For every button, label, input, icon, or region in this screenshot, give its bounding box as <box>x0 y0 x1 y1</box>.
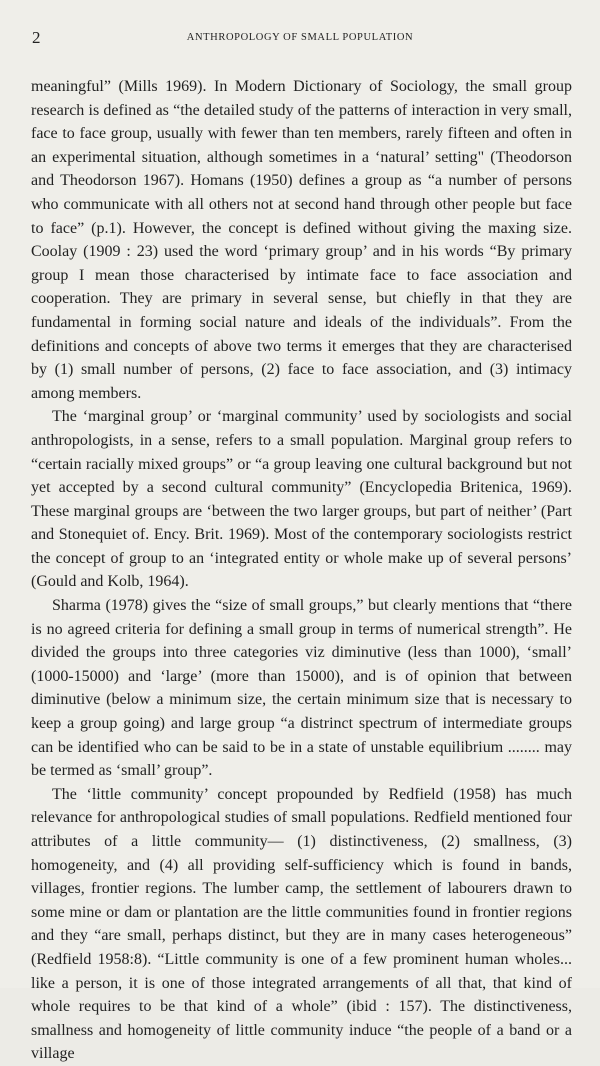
paragraph-little-community: The ‘little community’ concept propounded by Redfield (1958) has much relevance for anthropological studies of small populations. Redfield mentioned four attributes of a little community— (1) distinctiveness, (2) smallness, (3) homogeneity, and (4) all providing self-sufficiency which is found in bands, villages, frontier regions. The lumber camp, the settlement of labourers drawn to some mine or dam or plantation are the little communities found in frontier regions and they “are small, perhaps distinct, but they are in many cases heterogeneous” (Redfield 1958:8). “Little community is one of a few prominent human wholes... like a person, it is one of those integrated arrangements of all that, that kind of whole requires to be that kind of a whole” (ibid : 157). The distinctiveness, smallness and homogeneity of little community induce “the people of a band or a village <box>31 785 572 1063</box>
page-number: 2 <box>32 28 41 47</box>
paragraph-sharma: Sharma (1978) gives the “size of small groups,” but clearly mentions that “there is no agreed criteria for defining a small group in terms of numerical strength”. He divided the groups into three categories viz diminutive (less than 1000), ‘small’ (1000-15000) and ‘large’ (more than 15000), and is of opinion that between diminutive (below a minimum size, the certain minimum size that is necessary to keep a group going) and large group “a distrinct spectrum of intermediate groups can be identified who can be said to be in a state of unstable equilibrium ........ may be termed as ‘small’ group”. <box>31 597 572 780</box>
page-header <box>30 28 570 48</box>
paragraph-continued: meaningful” (Mills 1969). In Modern Dictionary of Sociology, the small group research is defined as “the detailed study of the patterns of interaction in very small, face to face group, usually with fewer than ten members, rarely fifteen and often in an experimental situation, although sometimes in a ‘natural’ setting" (Theodorson and Theodorson 1967). Homans (1950) defines a group as “a number of persons who communicate with all others not at second hand through other people but face to face” (p.1). However, the concept is defined without giving the maxing size. Coolay (1909 : 23) used the word ‘primary group’ and in his words “By primary group I mean those characterised by intimate face to face association and cooperation. They are primary in several sense, but chiefly in that they are fundamental in forming social nature and ideals of the individuals”. From the definitions and concepts of above two terms it emerges that they are characterised by (1) small number of persons, (2) face to face association, and (3) intimacy among members. <box>31 78 572 402</box>
paragraph-marginal-group: The ‘marginal group’ or ‘marginal community’ used by sociologists and social anthropologists, in a sense, refers to a small population. Marginal group refers to “certain racially mixed groups” or “a group leaving one cultural background but not yet accepted by a second cultural community” (Encyclopedia Britenica, 1969). These marginal groups are ‘between the two larger groups, but part of neither’ (Part and Stonequiet of. Ency. Brit. 1969). Most of the contemporary sociologists restrict the concept of group to an ‘integrated entity or whole make up of several persons’ (Gould and Kolb, 1964). <box>31 408 572 591</box>
body-text <box>31 75 572 1066</box>
running-head: ANTHROPOLOGY OF SMALL POPULATION <box>186 32 414 43</box>
